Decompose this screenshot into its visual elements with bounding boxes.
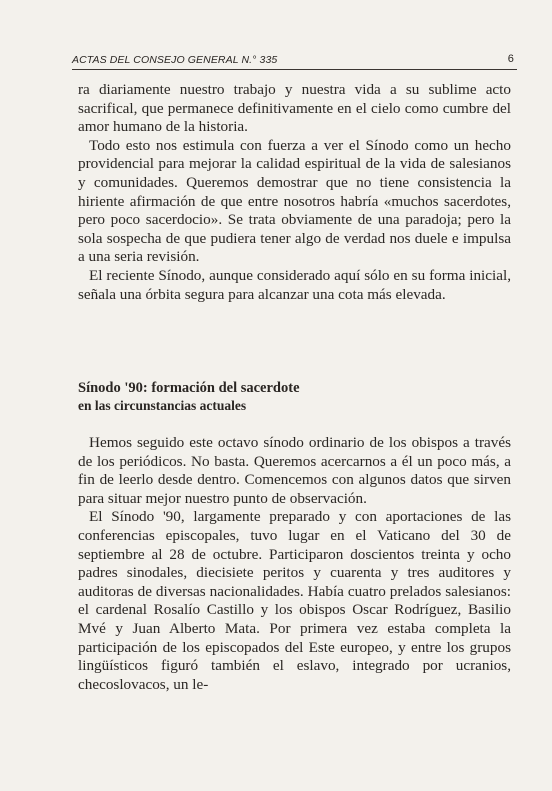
- paragraph: El reciente Sínodo, aunque considerado aquí sólo en su forma inicial, señala una órbita segura para alcanzar una cota más elevada.: [78, 266, 511, 303]
- section-title: [78, 380, 511, 414]
- publication-title: ACTAS DEL CONSEJO GENERAL N.° 335: [72, 54, 278, 66]
- section-title-line2: en las circunstancias actuales: [78, 398, 247, 413]
- section-title-line1: Sínodo '90: formación del sacerdote: [78, 380, 300, 396]
- section-body: [78, 434, 511, 694]
- paragraph: ra diariamente nuestro trabajo y nuestra vida a su sublime acto sacrifical, que permanece definitivamente en el cielo como cumbre del amor humano de la historia.: [78, 81, 511, 136]
- paragraph: Todo esto nos estimula con fuerza a ver el Sínodo como un hecho providencial para mejorar la calidad espiritual de la vida de salesianos y comunidades. Queremos demostrar que no tiene consistencia la hiriente afirmación de que entre nosotros habría «muchos sacerdotes, pero poco sacerdocio». Se trata obviamente de una paradoja; pero la sola sospecha de que pudiera tener algo de verdad nos duele e impulsa a una seria revisión.: [78, 136, 511, 266]
- section-intro: [78, 81, 511, 304]
- running-header: [72, 53, 517, 70]
- page-number: 6: [507, 53, 514, 65]
- section-heading: [78, 380, 511, 414]
- paragraph: El Sínodo '90, largamente preparado y con aportaciones de las conferencias episcopales, tuvo lugar en el Vaticano del 30 de septiembre al 28 de octubre. Participaron doscientos treinta y ocho padres sinodales, diecisiete peritos y cuarenta y tres auditores y auditoras de diversas nacionalidades. Había cuatro prelados salesianos: el cardenal Rosalío Castillo y los obispos Oscar Rodríguez, Basilio Mvé y Juan Alberto Mata. Por primera vez estaba completa la participación de los episcopados del Este europeo, y entre los grupos lingüísticos figuró también el eslavo, integrado por ucranios, checoslovacos, un le-: [78, 508, 511, 693]
- paragraph: Hemos seguido este octavo sínodo ordinario de los obispos a través de los periódicos. No basta. Queremos acercarnos a él un poco más, a fin de leerlo desde dentro. Comencemos con algunos datos que sirven para situar mejor nuestro punto de observación.: [78, 434, 511, 507]
